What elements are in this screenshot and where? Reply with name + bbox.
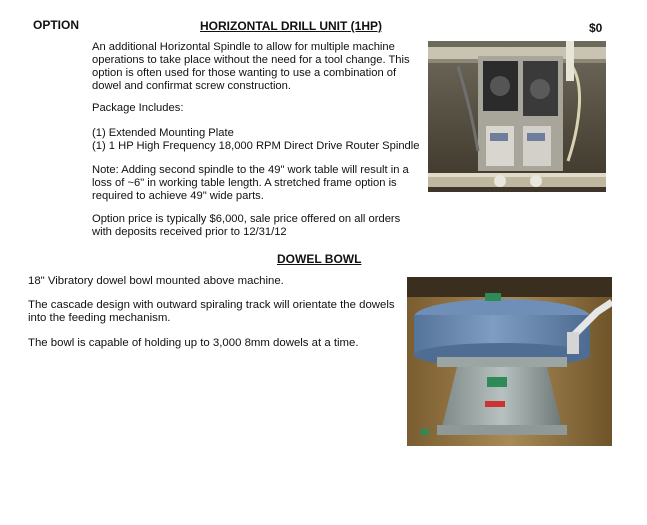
drill-unit-title: HORIZONTAL DRILL UNIT (1HP): [200, 19, 382, 33]
dowel-bowl-photo: [407, 277, 612, 446]
option-price: $0: [589, 21, 603, 35]
drill-note-line: Note: Adding second spindle to the 49" work table will result in a: [92, 164, 409, 176]
package-heading: Package Includes:: [92, 102, 184, 114]
drill-price-note: [92, 213, 400, 239]
dowel-cascade: [28, 299, 395, 325]
drill-price-line: with deposits received prior to 12/31/12: [92, 226, 287, 238]
package-list: [92, 127, 419, 153]
drill-price-line: Option price is typically $6,000, sale price offered on all orders: [92, 213, 401, 225]
option-label: OPTION: [33, 18, 80, 32]
drill-note-line: loss of ~6" in working table length. A stretched frame option is: [92, 177, 397, 189]
package-item: (1) Extended Mounting Plate: [92, 127, 234, 139]
drill-intro: [92, 41, 410, 93]
drill-intro-line: operations to take place without the need for a tool change. This: [92, 54, 410, 66]
dowel-capacity: The bowl is capable of holding up to 3,000 8mm dowels at a time.: [28, 337, 359, 349]
drill-intro-line: option is often used for those wanting to use a combination of: [92, 67, 397, 79]
dowel-cascade-line: into the feeding mechanism.: [28, 312, 171, 324]
package-item: (1) 1 HP High Frequency 18,000 RPM Direct Drive Router Spindle: [92, 140, 420, 152]
drill-note: [92, 164, 409, 203]
dowel-bowl-line: 18" Vibratory dowel bowl mounted above machine.: [28, 275, 284, 287]
dowel-cascade-line: The cascade design with outward spiraling track will orientate the dowels: [28, 299, 395, 311]
drill-intro-line: dowel and confirmat screw construction.: [92, 80, 291, 92]
dowel-bowl-title: DOWEL BOWL: [277, 252, 362, 266]
drill-unit-photo: [428, 41, 606, 192]
dowel-bowl-illustration: [407, 277, 612, 446]
drill-note-line: required to achieve 49" wide parts.: [92, 190, 264, 202]
drill-intro-line: An additional Horizontal Spindle to allow for multiple machine: [92, 41, 395, 53]
drill-unit-illustration: [428, 41, 606, 192]
